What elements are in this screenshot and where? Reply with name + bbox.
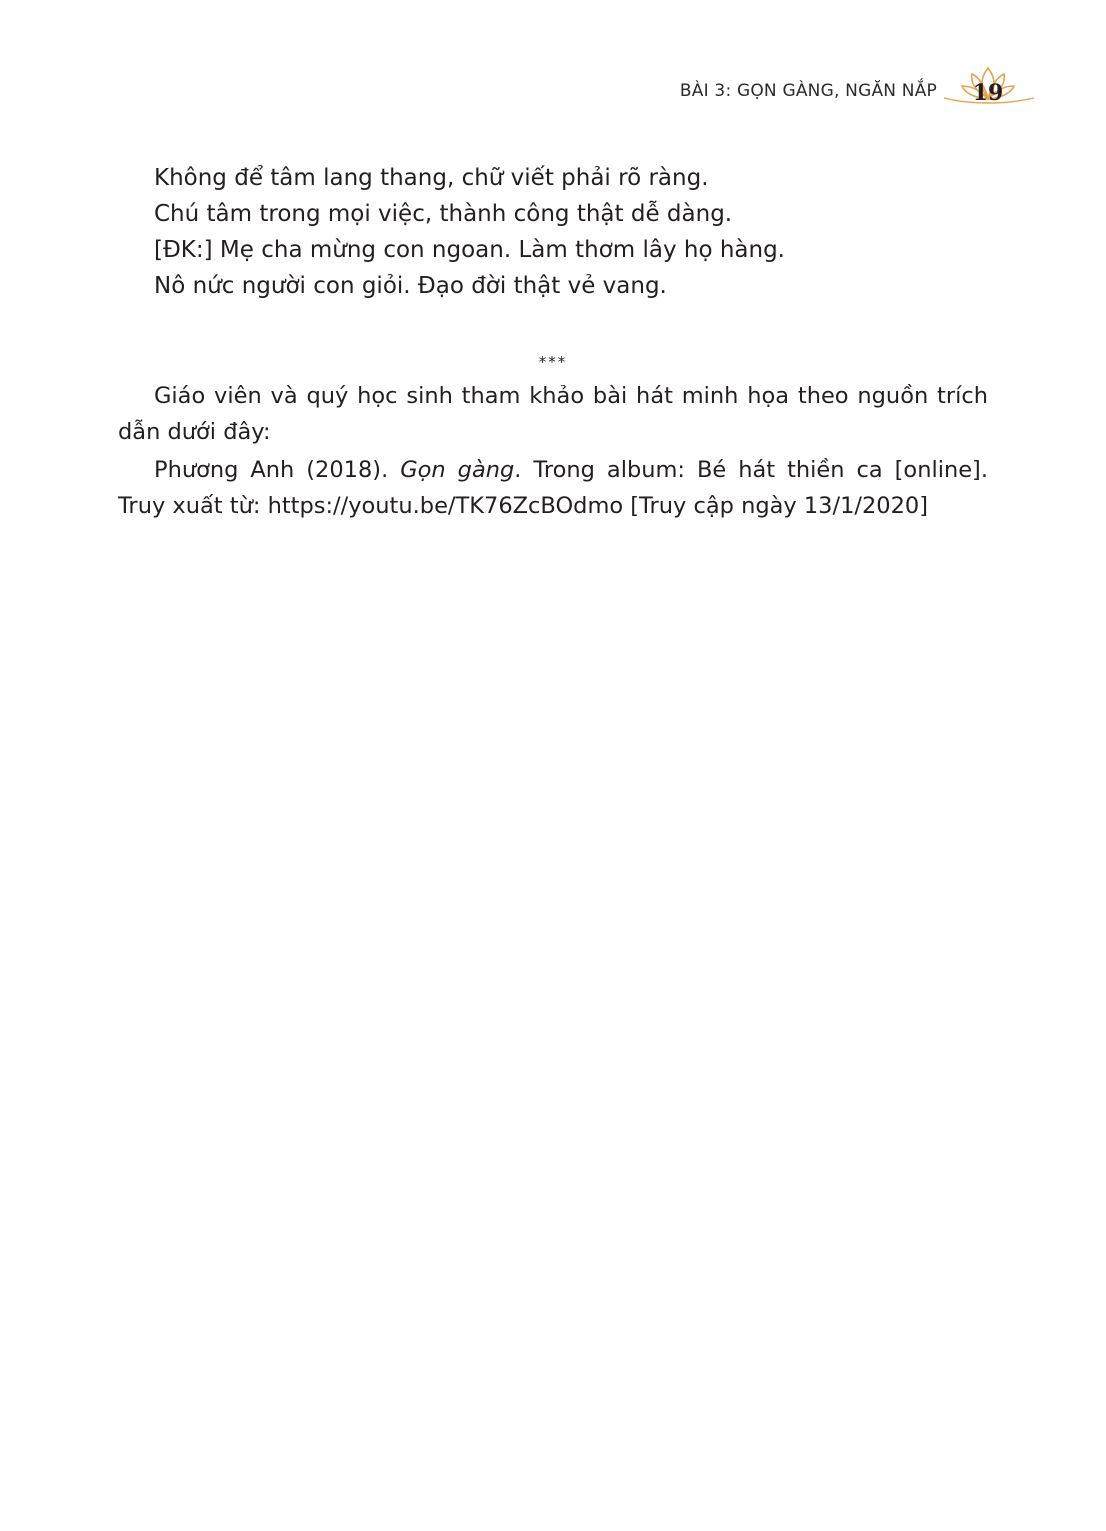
citation-author-year: Phương Anh (2018).	[154, 457, 401, 483]
verse-line: Nô nức người con giỏi. Đạo đời thật vẻ vang.	[154, 273, 667, 299]
page-content	[118, 160, 988, 524]
section-separator: ***	[538, 353, 568, 371]
chapter-title: BÀI 3: GỌN GÀNG, NGĂN NẮP	[679, 81, 937, 101]
citation-source: . Trong album: Bé hát thiền ca [online]. Truy xuất từ: https://youtu.be/TK76ZcBOdmo [Truy cập ngày 13/1/2020]	[118, 457, 988, 519]
reference-intro: Giáo viên và quý học sinh tham khảo bài hát minh họa theo nguồn trích dẫn dưới đây:	[118, 383, 988, 445]
page-number: 19	[972, 80, 1004, 106]
citation-song-title: Gọn gàng	[400, 457, 515, 483]
verse-line: Chú tâm trong mọi việc, thành công thật dễ dàng.	[154, 201, 733, 227]
verse-line: Không để tâm lang thang, chữ viết phải rõ ràng.	[154, 165, 709, 191]
verse-line: [ĐK:] Mẹ cha mừng con ngoan. Làm thơm lây họ hàng.	[154, 237, 785, 263]
citation	[118, 452, 988, 524]
